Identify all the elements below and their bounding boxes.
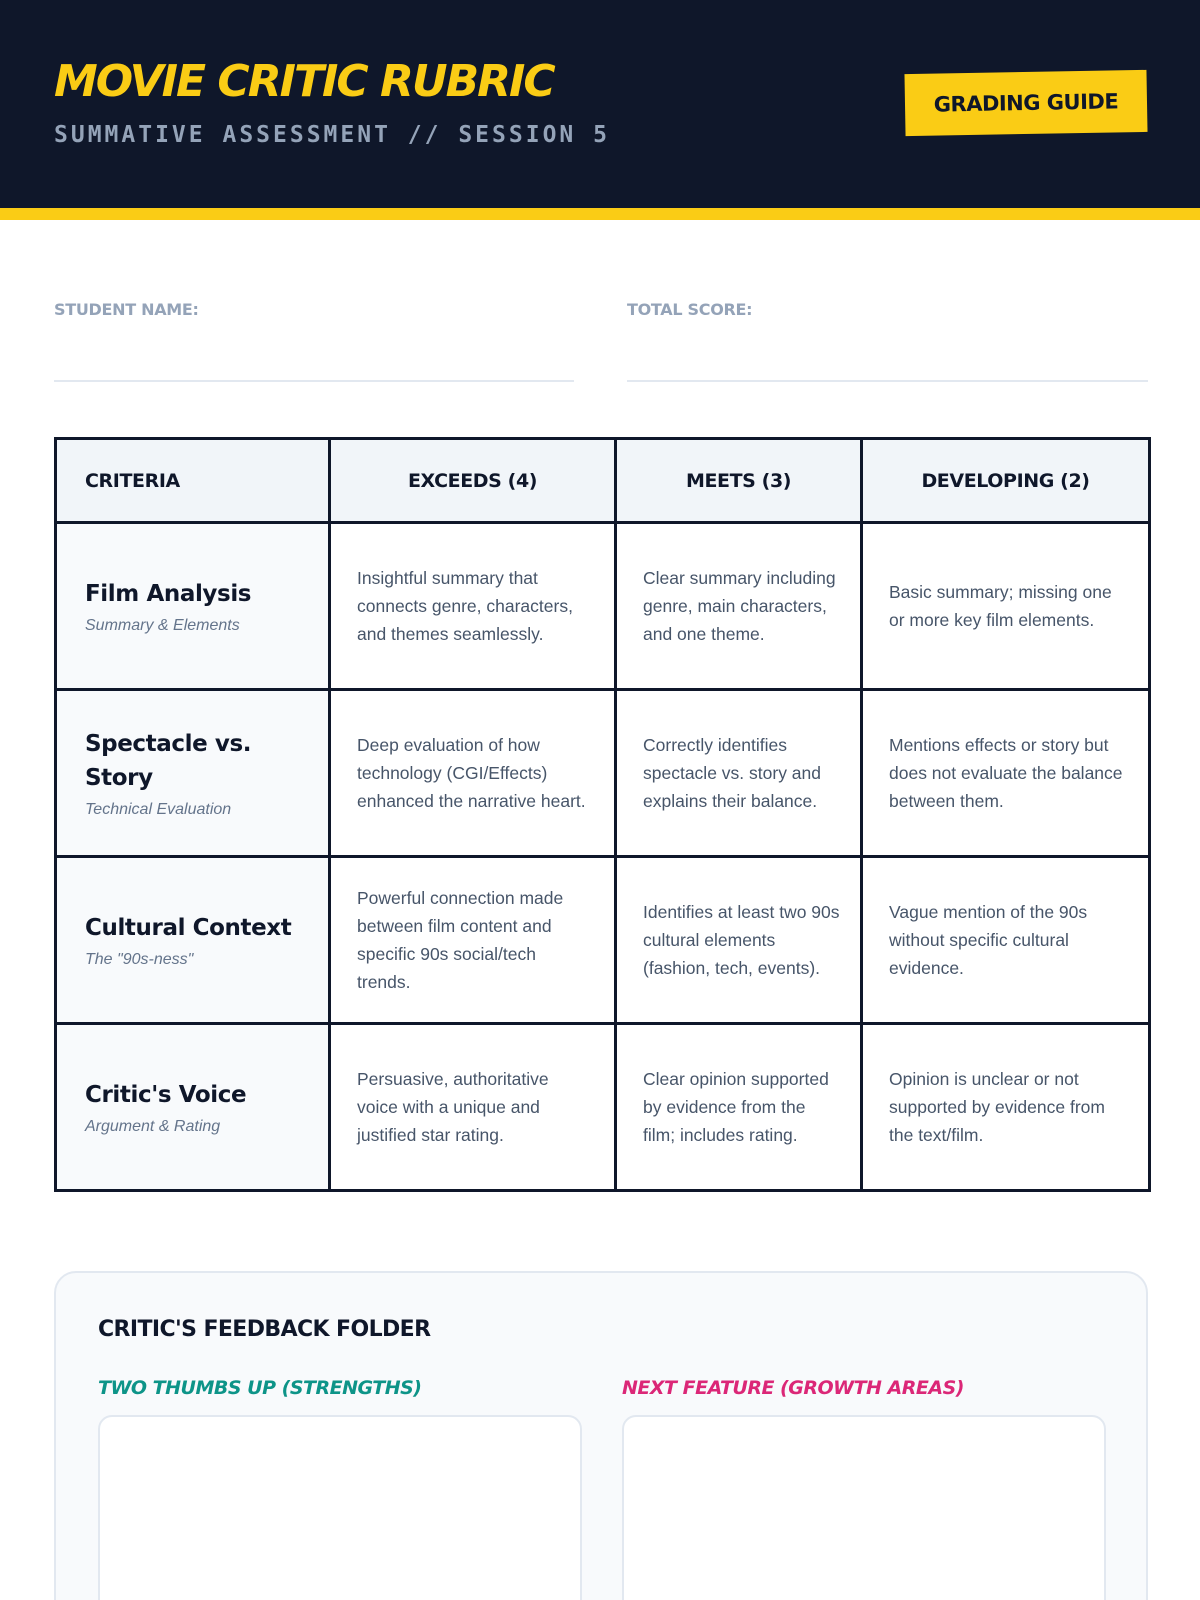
criteria-subtitle: Summary & Elements [85,617,240,634]
table-row [56,523,1150,690]
criteria-cell [56,1024,330,1191]
header-criteria: CRITERIA [56,439,330,523]
criteria-subtitle: Technical Evaluation [85,801,232,818]
exceeds-cell: Insightful summary that connects genre, characters, and themes seamlessly. [330,523,616,690]
header-meets: MEETS (3) [616,439,862,523]
developing-cell: Opinion is unclear or not supported by evidence from the text/film. [862,1024,1150,1191]
page-subtitle: SUMMATIVE ASSESSMENT // SESSION 5 [54,122,610,148]
total-score-field[interactable] [627,380,1148,382]
rubric-header-row [56,439,1150,523]
header-exceeds: EXCEEDS (4) [330,439,616,523]
criteria-cell [56,857,330,1024]
strengths-label: TWO THUMBS UP (STRENGTHS) [98,1377,422,1399]
total-score-label: TOTAL SCORE: [627,300,753,319]
criteria-subtitle: The "90s-ness" [85,951,194,968]
header-developing: DEVELOPING (2) [862,439,1150,523]
feedback-folder [54,1271,1148,1600]
criteria-subtitle: Argument & Rating [85,1118,221,1135]
criteria-title: Spectacle vs. Story [85,731,252,791]
developing-cell: Mentions effects or story but does not evaluate the balance between them. [862,690,1150,857]
header-accent-stripe [0,208,1200,220]
strengths-textbox[interactable] [98,1415,582,1600]
table-row [56,690,1150,857]
table-row [56,857,1150,1024]
rubric-table [54,437,1151,1192]
meets-cell: Identifies at least two 90s cultural elements (fashion, tech, events). [616,857,862,1024]
criteria-title: Film Analysis [85,581,252,607]
criteria-title: Cultural Context [85,915,292,941]
table-row [56,1024,1150,1191]
meets-cell: Correctly identifies spectacle vs. story and explains their balance. [616,690,862,857]
growth-areas-label: NEXT FEATURE (GROWTH AREAS) [622,1377,964,1399]
page-title: MOVIE CRITIC RUBRIC [54,56,554,107]
exceeds-cell: Deep evaluation of how technology (CGI/Effects) enhanced the narrative heart. [330,690,616,857]
student-name-label: STUDENT NAME: [54,300,199,319]
grading-guide-badge: GRADING GUIDE [904,70,1147,136]
student-name-field[interactable] [54,380,574,382]
criteria-cell [56,523,330,690]
growth-areas-textbox[interactable] [622,1415,1106,1600]
criteria-title: Critic's Voice [85,1082,247,1108]
meets-cell: Clear summary including genre, main characters, and one theme. [616,523,862,690]
feedback-title: CRITIC'S FEEDBACK FOLDER [98,1317,431,1342]
criteria-cell [56,690,330,857]
meets-cell: Clear opinion supported by evidence from the film; includes rating. [616,1024,862,1191]
developing-cell: Basic summary; missing one or more key film elements. [862,523,1150,690]
developing-cell: Vague mention of the 90s without specific cultural evidence. [862,857,1150,1024]
exceeds-cell: Powerful connection made between film content and specific 90s social/tech trends. [330,857,616,1024]
exceeds-cell: Persuasive, authoritative voice with a unique and justified star rating. [330,1024,616,1191]
